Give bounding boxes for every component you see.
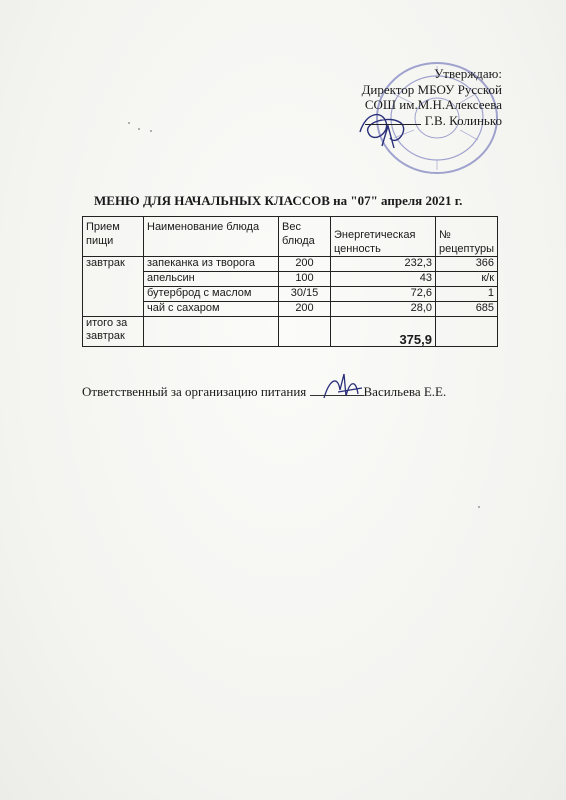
responsible-line xyxy=(82,384,446,400)
table-row xyxy=(83,302,498,317)
header-recipe: № рецептуры xyxy=(436,217,498,257)
scan-speck xyxy=(128,122,130,124)
energy-cell: 43 xyxy=(331,272,436,287)
total-value: 375,9 xyxy=(331,317,436,347)
header-energy: Энергетическая ценность xyxy=(331,217,436,257)
dish-cell: апельсин xyxy=(144,272,279,287)
director-name: Г.В. Колинько xyxy=(424,112,502,128)
table-row xyxy=(83,257,498,272)
recipe-cell: 1 xyxy=(436,287,498,302)
signature-line xyxy=(310,395,364,396)
weight-cell: 30/15 xyxy=(279,287,331,302)
recipe-cell: к/к xyxy=(436,272,498,287)
responsible-name: Васильева Е.Е. xyxy=(363,384,447,399)
weight-cell: 200 xyxy=(279,302,331,317)
recipe-cell: 685 xyxy=(436,302,498,317)
header-meal: Прием пищи xyxy=(83,217,144,257)
total-label: итого за завтрак xyxy=(83,317,144,347)
dish-cell: бутерброд с маслом xyxy=(144,287,279,302)
total-row xyxy=(83,317,498,347)
approval-position: Директор МБОУ Русской xyxy=(361,81,502,97)
scan-speck xyxy=(138,128,140,130)
scan-speck xyxy=(150,130,152,132)
recipe-cell: 366 xyxy=(436,257,498,272)
empty-cell xyxy=(144,317,279,347)
signature-line xyxy=(365,124,421,125)
table-row xyxy=(83,287,498,302)
approval-block xyxy=(362,66,502,128)
dish-cell: чай с сахаром xyxy=(144,302,279,317)
energy-cell: 72,6 xyxy=(331,287,436,302)
table-header-row xyxy=(83,217,498,257)
approval-heading: Утверждаю: xyxy=(434,66,502,81)
menu-title: МЕНЮ ДЛЯ НАЧАЛЬНЫХ КЛАССОВ на "07" апреля 2021 г. xyxy=(94,193,463,208)
table-row xyxy=(83,272,498,287)
dish-cell: запеканка из творога xyxy=(144,257,279,272)
approval-school: СОШ им.М.Н.Алексеева xyxy=(364,97,502,112)
header-weight: Вес блюда xyxy=(279,217,331,257)
weight-cell: 200 xyxy=(279,257,331,272)
meal-cell: завтрак xyxy=(83,257,144,317)
energy-cell: 28,0 xyxy=(331,302,436,317)
approval-signatory xyxy=(362,113,502,129)
responsible-label: Ответственный за организацию питания xyxy=(82,384,307,399)
menu-table xyxy=(82,216,498,347)
empty-cell xyxy=(436,317,498,347)
weight-cell: 100 xyxy=(279,272,331,287)
scan-speck xyxy=(478,506,480,508)
empty-cell xyxy=(279,317,331,347)
header-dish: Наименование блюда xyxy=(144,217,279,257)
energy-cell: 232,3 xyxy=(331,257,436,272)
